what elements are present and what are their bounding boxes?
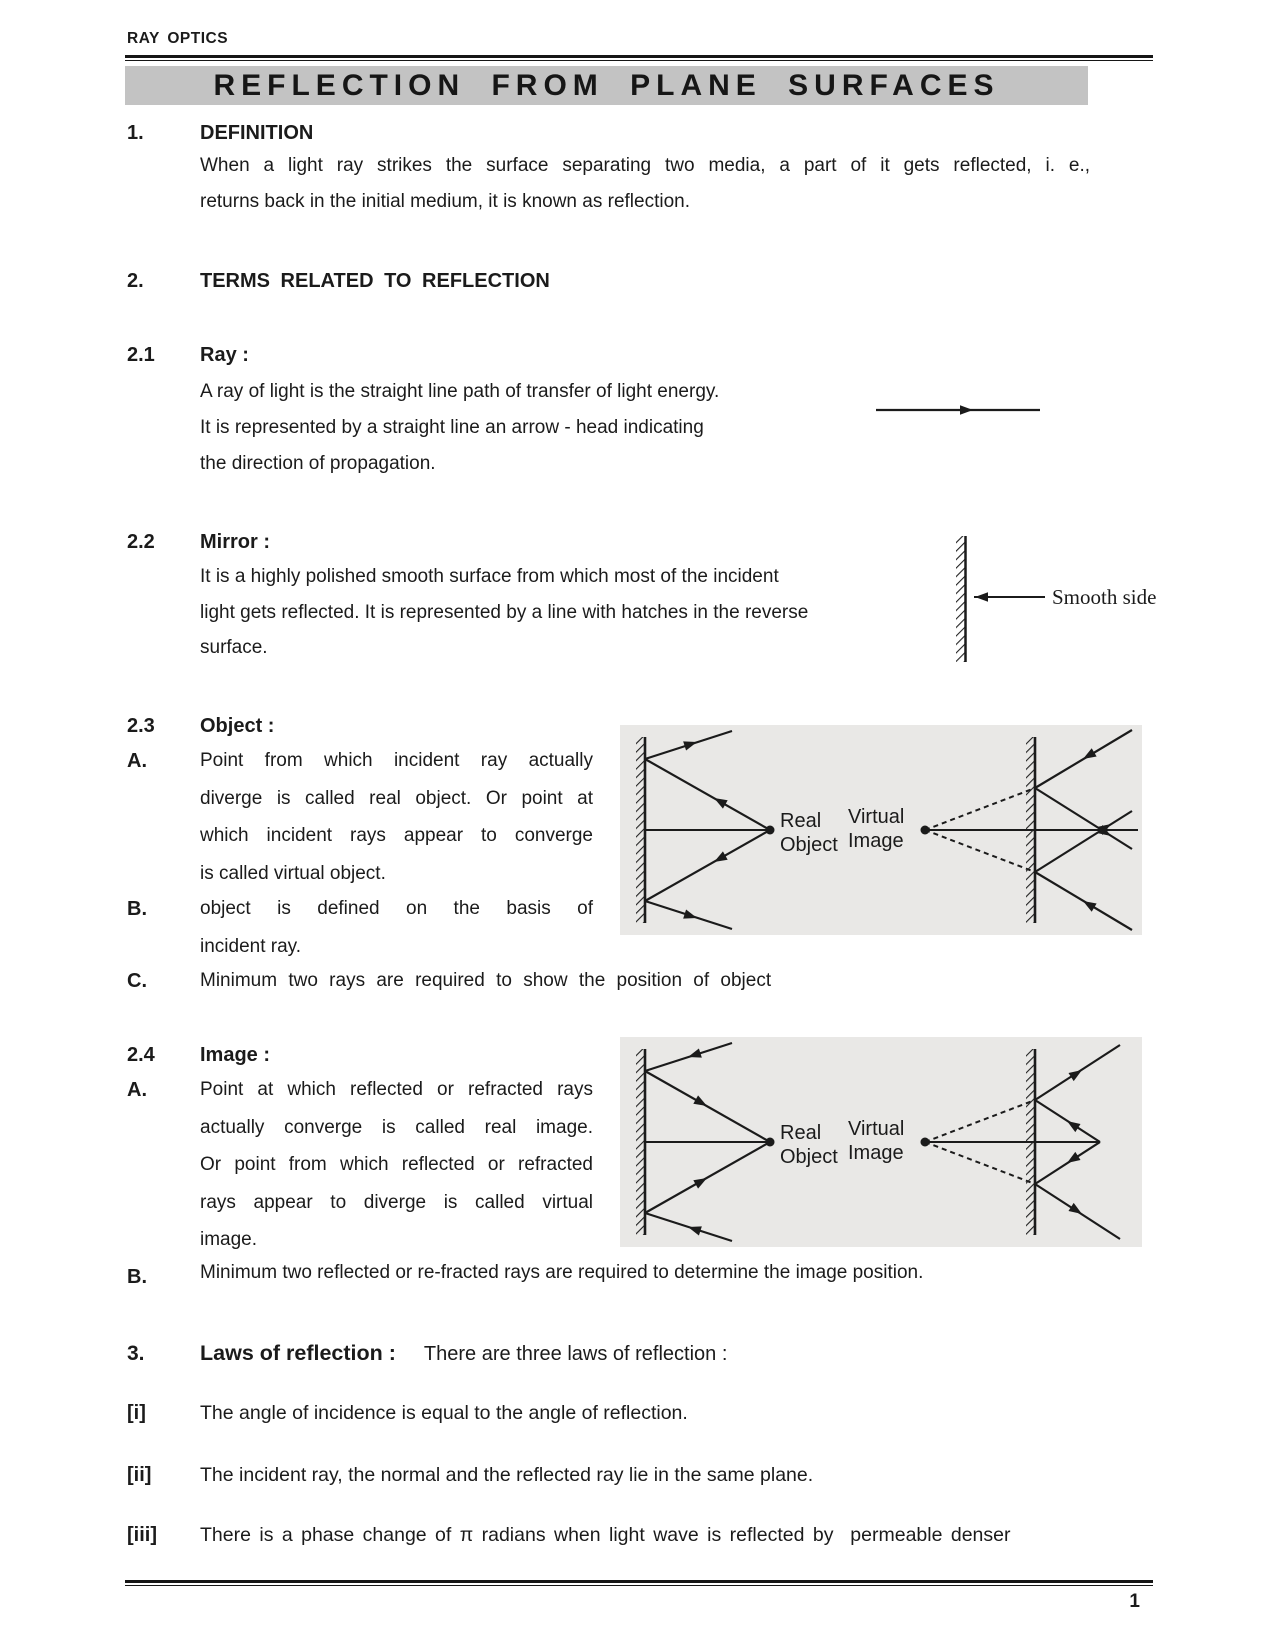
section-2-1-heading: Ray :: [200, 344, 249, 366]
real-object-point: [766, 1138, 775, 1147]
virtual-image-label-line1: Virtual: [848, 806, 905, 828]
section-1-heading: DEFINITION: [200, 122, 314, 144]
section-3-row: [127, 1340, 727, 1369]
real-object-label-line1: Real: [780, 810, 822, 832]
virtual-image-label-line2: Image: [848, 1142, 904, 1164]
item-a-label: A.: [127, 1079, 147, 1101]
virtual-image-label-line2: Image: [848, 830, 904, 852]
mirror-paragraph: [200, 559, 962, 666]
ray-paragraph: [200, 374, 780, 482]
text-line: It is a highly polished smooth surface from which most of the incident: [200, 566, 779, 587]
real-object-label-line2: Object: [780, 1146, 838, 1168]
mirror-hatching: [956, 536, 965, 662]
text-line: returns back in the initial medium, it is known as reflection.: [200, 190, 690, 212]
ray-arrow-icon: [873, 401, 1043, 419]
law-i-text: The angle of incidence is equal to the angle of reflection.: [200, 1402, 688, 1424]
text-line: Point at which reflected or refracted rays: [200, 1079, 593, 1100]
law-ii-number: [ii]: [127, 1464, 152, 1486]
title-banner: [125, 66, 1088, 105]
real-object-point: [766, 826, 775, 835]
section-2-3-heading: Object :: [200, 715, 275, 737]
text-line: It is represented by a straight line an arrow - head indicating: [200, 417, 704, 438]
law-iii-text: There is a phase change of π radians when light wave is reflected by permeable denser: [200, 1524, 1011, 1546]
object-item-c-paragraph: [200, 966, 1100, 996]
real-object-label-line2: Object: [780, 834, 838, 856]
object-item-a-paragraph: [200, 742, 593, 892]
section-1-number: 1.: [127, 122, 144, 144]
section-2-1-number: 2.1: [127, 344, 155, 366]
section-2-4-heading: Image :: [200, 1044, 271, 1066]
text-line: diverge is called real object. Or point at: [200, 787, 593, 809]
text-line: incident ray.: [200, 935, 302, 957]
text-line: actually converge is called real image.: [200, 1116, 593, 1138]
item-a-label: A.: [127, 750, 147, 772]
header-rule: [125, 55, 1153, 61]
text-line: image.: [200, 1229, 258, 1250]
text-line: Minimum two rays are required to show the position of object: [200, 970, 772, 991]
law-i-number: [i]: [127, 1402, 146, 1424]
item-b-label: B.: [127, 1266, 147, 1288]
section-2-3-number: 2.3: [127, 715, 155, 737]
item-c-label: C.: [127, 970, 147, 992]
page-header-label: RAY OPTICS: [127, 30, 229, 47]
image-item-b-paragraph: [200, 1258, 1100, 1288]
section-3-number: 3.: [127, 1342, 145, 1365]
text-line: rays appear to diverge is called virtual: [200, 1191, 593, 1213]
section-3-subtext: There are three laws of reflection :: [423, 1343, 728, 1365]
text-line: object is defined on the basis of: [200, 898, 593, 919]
page-title: REFLECTION FROM PLANE SURFACES: [213, 68, 1000, 102]
text-line: light gets reflected. It is represented by a line with hatches in the reverse: [200, 601, 809, 623]
real-virtual-object-diagram: [620, 725, 1142, 935]
text-line: the direction of propagation.: [200, 453, 436, 474]
text-line: A ray of light is the straight line path of transfer of light energy.: [200, 381, 720, 402]
object-item-b-paragraph: [200, 890, 593, 965]
virtual-image-label-line1: Virtual: [848, 1118, 905, 1140]
item-b-label: B.: [127, 898, 147, 920]
real-object-label-line1: Real: [780, 1122, 822, 1144]
section-2-number: 2.: [127, 270, 144, 292]
text-line: Or point from which reflected or refracted: [200, 1154, 593, 1175]
section-2-2-heading: Mirror :: [200, 531, 270, 553]
footer-rule: [125, 1580, 1153, 1586]
section-2-2-number: 2.2: [127, 531, 155, 553]
smooth-side-arrow-icon: [975, 592, 988, 602]
plane-mirror-diagram: [948, 533, 1163, 665]
smooth-side-label: Smooth side: [1052, 585, 1157, 609]
text-line: Point from which incident ray actually: [200, 750, 593, 771]
text-line: is called virtual object.: [200, 862, 386, 884]
text-line: surface.: [200, 637, 268, 658]
image-item-a-paragraph: [200, 1071, 593, 1259]
section-2-heading: TERMS RELATED TO REFLECTION: [200, 270, 550, 292]
page-number: 1: [1129, 1591, 1140, 1612]
section-3-heading: Laws of reflection :: [200, 1341, 396, 1365]
text-line: which incident rays appear to converge: [200, 825, 593, 846]
text-line: Minimum two reflected or re-fracted rays are required to determine the image position.: [200, 1262, 924, 1283]
definition-paragraph: [200, 148, 1090, 219]
section-2-4-number: 2.4: [127, 1044, 155, 1066]
law-iii-number: [iii]: [127, 1524, 157, 1546]
law-ii-text: The incident ray, the normal and the reflected ray lie in the same plane.: [200, 1464, 814, 1486]
real-virtual-image-diagram: [620, 1037, 1142, 1247]
text-line: When a light ray strikes the surface separating two media, a part of it gets reflected, i. e.,: [200, 155, 1090, 176]
